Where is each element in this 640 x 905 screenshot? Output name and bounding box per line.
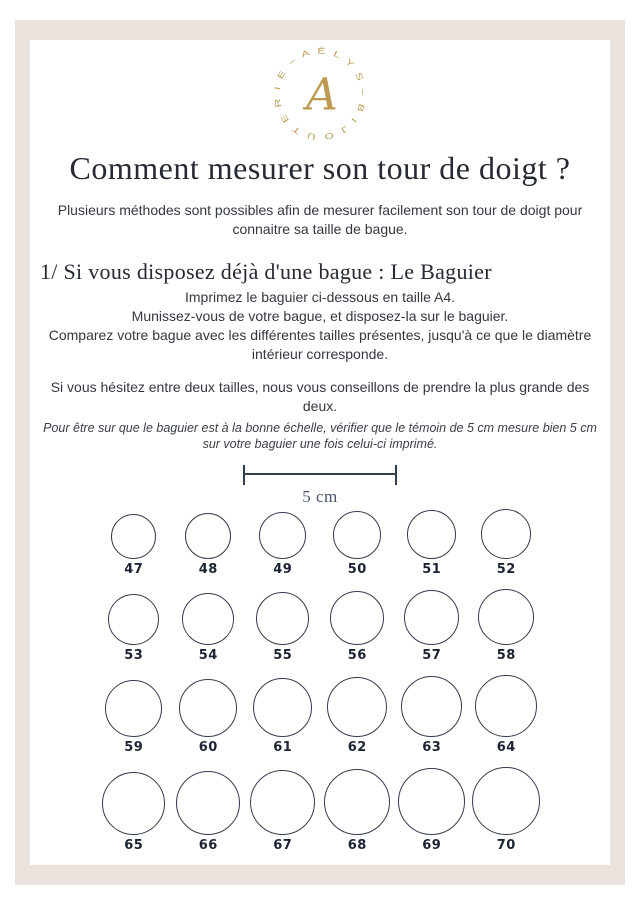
- ring-size-label: 48: [198, 562, 218, 577]
- ring-size-label: 58: [496, 648, 516, 663]
- logo-monogram: A: [305, 69, 338, 121]
- page-title: Comment mesurer son tour de doigt ?: [69, 150, 571, 186]
- ring-size-label: 52: [496, 562, 516, 577]
- ring-row: [30, 675, 610, 755]
- ring-size-cell: [97, 767, 172, 853]
- ring-size-cell: [171, 589, 246, 663]
- ring-circle: [259, 512, 306, 559]
- ring-circle: [481, 509, 531, 559]
- step-line: Imprimez le baguier ci-dessous en taille A4.: [184, 289, 456, 305]
- ring-size-cell: [320, 589, 395, 663]
- ring-size-label: 51: [422, 562, 442, 577]
- ring-sizer-grid: [30, 509, 610, 853]
- ring-size-label: 55: [273, 648, 293, 663]
- ring-size-cell: [171, 675, 246, 755]
- ring-size-label: 60: [198, 740, 218, 755]
- scale-label: 5 cm: [302, 487, 338, 506]
- ring-size-cell: [469, 675, 544, 755]
- ring-size-label: 61: [273, 740, 293, 755]
- ring-circle: [256, 592, 309, 645]
- ring-size-cell: [246, 675, 321, 755]
- step-line: Comparez votre bague avec les différentes tailles présentes, jusqu'à ce que le diamètre intérieur corresponde.: [48, 327, 592, 362]
- scale-bar-line: [245, 473, 395, 475]
- ring-circle: [182, 593, 234, 645]
- advice-text: Si vous hésitez entre deux tailles, nous vous conseillons de prendre la plus grande des deux.: [50, 379, 590, 414]
- ring-circle: [407, 510, 456, 559]
- ring-size-cell: [97, 589, 172, 663]
- ring-size-cell: [246, 589, 321, 663]
- ring-size-label: 57: [422, 648, 442, 663]
- ring-circle: [401, 676, 462, 737]
- ring-size-cell: [246, 509, 321, 577]
- ring-circle: [111, 514, 156, 559]
- ring-circle: [398, 768, 465, 835]
- ring-circle: [179, 679, 237, 737]
- step-line: Munissez-vous de votre bague, et disposez-la sur le baguier.: [131, 308, 509, 324]
- ring-size-cell: [320, 675, 395, 755]
- ring-circle: [330, 591, 384, 645]
- ring-size-label: 63: [422, 740, 442, 755]
- ring-circle: [472, 767, 540, 835]
- ring-size-cell: [171, 509, 246, 577]
- ring-size-cell: [469, 589, 544, 663]
- intro-text: Plusieurs méthodes sont possibles afin de mesurer facilement son tour de doigt pour connaitre sa taille de bague.: [57, 202, 583, 237]
- ring-size-label: 70: [496, 838, 516, 853]
- ring-size-cell: [171, 767, 246, 853]
- ring-circle: [478, 589, 534, 645]
- ring-circle: [250, 770, 315, 835]
- ring-circle: [176, 771, 240, 835]
- ring-circle: [105, 680, 162, 737]
- ring-size-cell: [395, 589, 470, 663]
- ring-circle: [102, 772, 165, 835]
- ring-size-cell: [469, 767, 544, 853]
- ring-size-label: 67: [273, 838, 293, 853]
- scale-bar: [243, 465, 397, 485]
- ring-size-label: 62: [347, 740, 367, 755]
- ring-circle: [185, 513, 231, 559]
- page-frame: [15, 20, 625, 885]
- ring-size-label: 59: [124, 740, 144, 755]
- ring-size-cell: [395, 675, 470, 755]
- ring-row: [30, 509, 610, 577]
- ring-circle: [333, 511, 381, 559]
- ring-circle: [108, 594, 159, 645]
- scale-section: [30, 465, 610, 507]
- brand-logo: [270, 46, 370, 142]
- scale-note: Pour être sur que le baguier est à la bonne échelle, vérifier que le témoin de 5 cm mesure bien 5 cm sur votre baguier une fois celui-ci imprimé.: [43, 421, 597, 451]
- ring-size-label: 68: [347, 838, 367, 853]
- ring-circle: [253, 678, 312, 737]
- ring-row: [30, 589, 610, 663]
- ring-size-cell: [320, 767, 395, 853]
- ring-circle: [327, 677, 387, 737]
- ring-size-label: 64: [496, 740, 516, 755]
- ring-size-label: 56: [347, 648, 367, 663]
- instructions: [39, 288, 601, 364]
- ring-size-label: 53: [124, 648, 144, 663]
- ring-circle: [324, 769, 390, 835]
- ring-size-label: 47: [124, 562, 144, 577]
- ring-circle: [404, 590, 459, 645]
- ring-size-label: 54: [198, 648, 218, 663]
- section-heading: 1/ Si vous disposez déjà d'une bague : Le Baguier: [40, 259, 492, 284]
- ring-size-cell: [395, 767, 470, 853]
- ring-size-label: 69: [422, 838, 442, 853]
- ring-size-cell: [97, 675, 172, 755]
- ring-circle: [475, 675, 537, 737]
- ring-size-label: 50: [347, 562, 367, 577]
- brand-logo-svg: [270, 46, 370, 142]
- ring-size-label: 66: [198, 838, 218, 853]
- ring-size-cell: [97, 509, 172, 577]
- ring-size-cell: [469, 509, 544, 577]
- ring-size-label: 65: [124, 838, 144, 853]
- ring-size-cell: [320, 509, 395, 577]
- ring-size-cell: [246, 767, 321, 853]
- ring-size-cell: [395, 509, 470, 577]
- ring-size-label: 49: [273, 562, 293, 577]
- ring-row: [30, 767, 610, 853]
- logo-ring-text: – A Ë L Y S – B I J O U T E R I E: [272, 46, 368, 142]
- paper: [30, 40, 610, 865]
